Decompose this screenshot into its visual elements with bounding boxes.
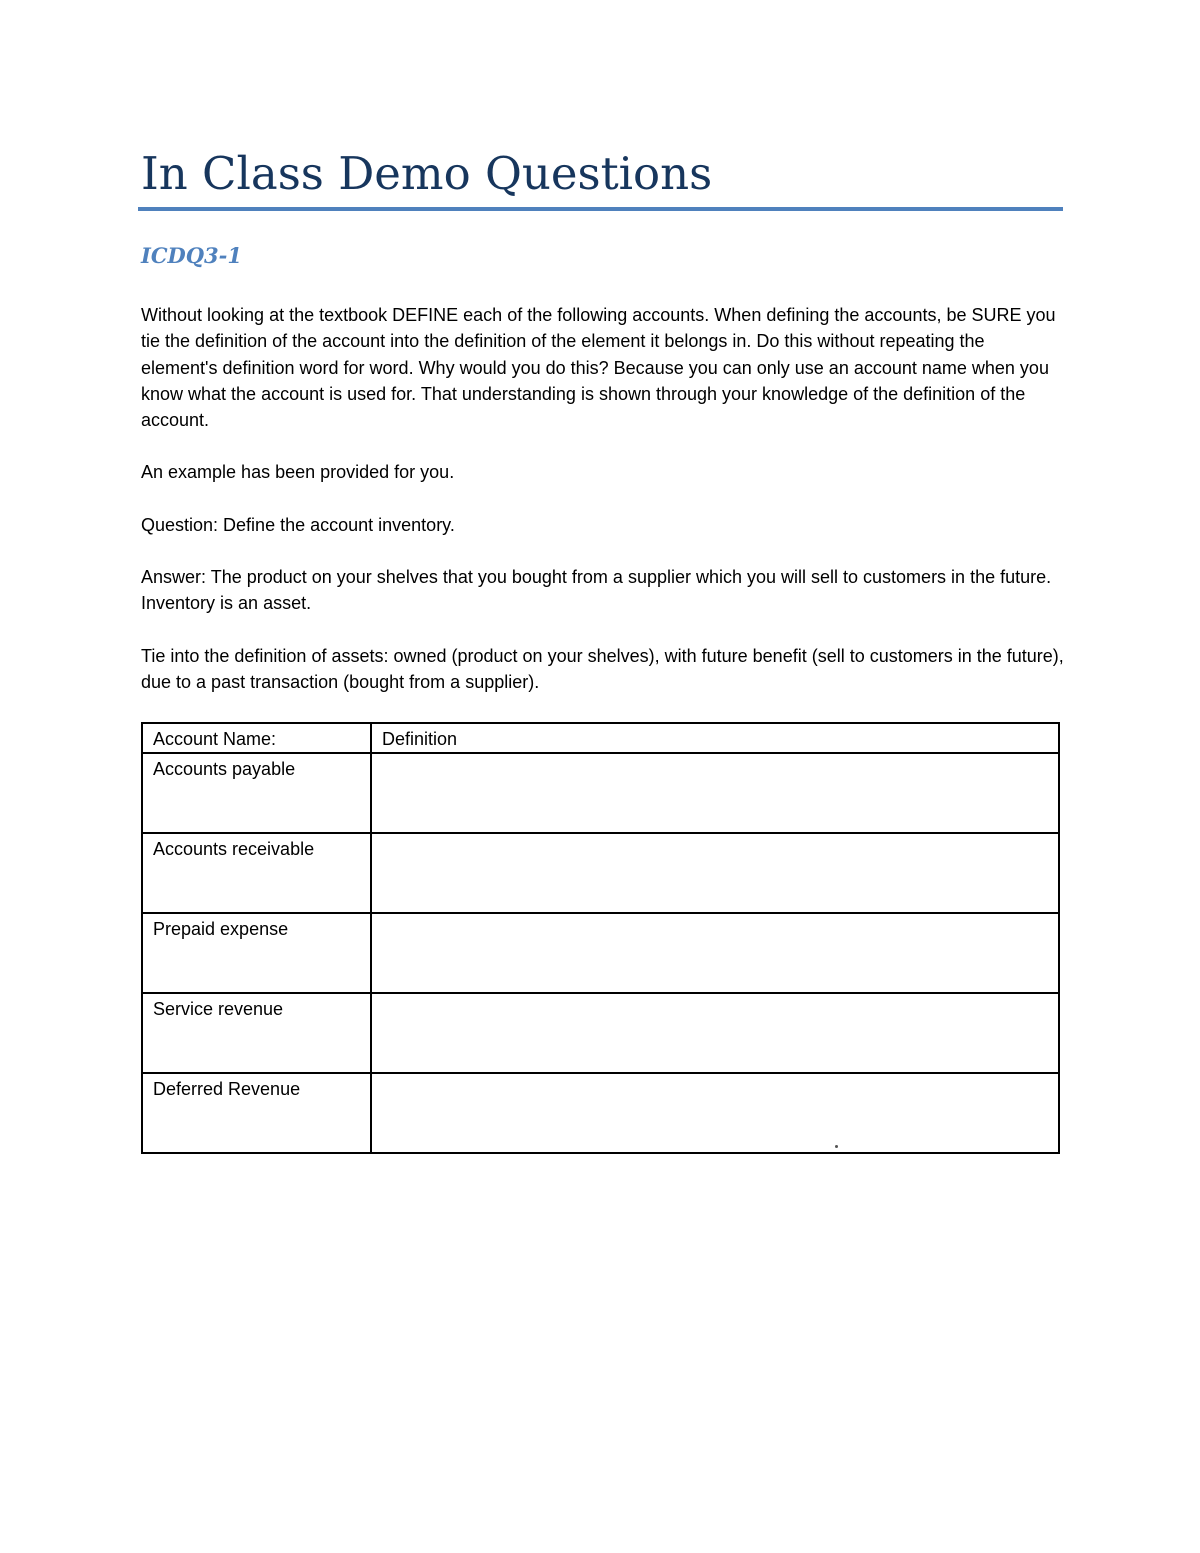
table-row xyxy=(142,913,1059,993)
definition-cell[interactable] xyxy=(371,753,1059,833)
table-header-row xyxy=(142,723,1059,753)
account-name-cell: Prepaid expense xyxy=(142,913,371,993)
table-row xyxy=(142,993,1059,1073)
table-row xyxy=(142,1073,1059,1153)
account-name-cell: Deferred Revenue xyxy=(142,1073,371,1153)
definition-cell[interactable] xyxy=(371,913,1059,993)
page-title: In Class Demo Questions xyxy=(141,147,713,200)
example-intro: An example has been provided for you. xyxy=(141,462,455,483)
definition-cell[interactable] xyxy=(371,993,1059,1073)
accounts-table xyxy=(141,722,1060,1154)
title-underline xyxy=(138,207,1063,211)
instructions-body xyxy=(141,302,1066,721)
table-row xyxy=(142,833,1059,913)
account-name-cell: Accounts payable xyxy=(142,753,371,833)
example-question: Question: Define the account inventory. xyxy=(141,514,455,535)
question-id: ICDQ3-1 xyxy=(141,243,242,268)
definition-cell[interactable] xyxy=(371,1073,1059,1153)
header-account-name: Account Name: xyxy=(142,723,371,753)
example-tie-in: Tie into the definition of assets: owned (product on your shelves), with future benefit (sell to customers in the future), due to a past transaction (bought from a supplier). xyxy=(141,645,1064,692)
instructions-paragraph: Without looking at the textbook DEFINE each of the following accounts. When defining the accounts, be SURE you tie the definition of the account into the definition of the element it belongs in. Do this without repeating the element's definition word for word. Why would you do this? Because you can only use an account name when you know what the account is used for. That understanding is shown through your knowledge of the definition of the account. xyxy=(141,305,1056,431)
account-name-cell: Service revenue xyxy=(142,993,371,1073)
table-row xyxy=(142,753,1059,833)
account-name-cell: Accounts receivable xyxy=(142,833,371,913)
definition-cell[interactable] xyxy=(371,833,1059,913)
example-answer: Answer: The product on your shelves that you bought from a supplier which you will sell to customers in the future. Inventory is an asset. xyxy=(141,567,1052,614)
stray-mark xyxy=(835,1145,838,1148)
header-definition: Definition xyxy=(371,723,1059,753)
